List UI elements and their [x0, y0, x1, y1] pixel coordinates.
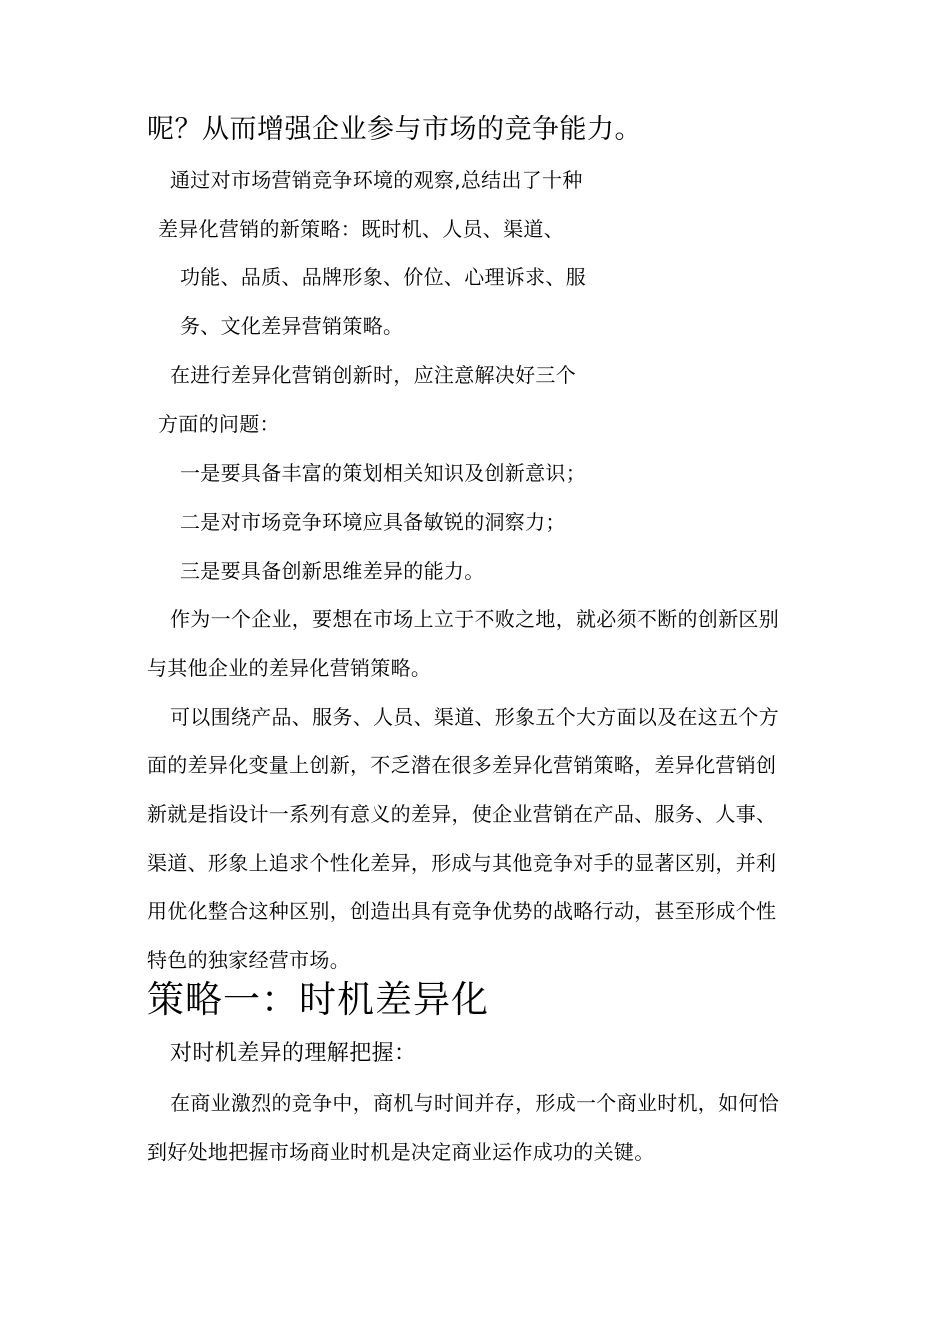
list-item: 二是对市场竞争环境应具备敏锐的洞察力； — [180, 510, 566, 534]
paragraph-line: 新就是指设计一系列有意义的差异，使企业营销在产品、服务、人事、 — [147, 802, 777, 826]
list-item: 三是要具备创新思维差异的能力。 — [180, 559, 485, 583]
paragraph-line: 与其他企业的差异化营销策略。 — [147, 656, 432, 680]
paragraph-line: 在商业激烈的竞争中，商机与时间并存，形成一个商业时机，如何恰 — [170, 1091, 779, 1115]
paragraph-line: 面的差异化变量上创新，不乏潜在很多差异化营销策略，差异化营销创 — [147, 753, 777, 777]
paragraph-line: 特色的独家经营市场。 — [147, 948, 350, 972]
paragraph-line: 功能、品质、品牌形象、价位、心理诉求、服 — [180, 265, 586, 289]
paragraph-line: 呢？从而增强企业参与市场的竞争能力。 — [147, 114, 642, 145]
paragraph-line: 渠道、形象上追求个性化差异，形成与其他竞争对手的显著区别，并利 — [147, 851, 777, 875]
paragraph-line: 到好处地把握市场商业时机是决定商业运作成功的关键。 — [147, 1140, 655, 1164]
list-item: 一是要具备丰富的策划相关知识及创新意识； — [180, 461, 586, 485]
paragraph-line: 差异化营销的新策略：既时机、人员、渠道、 — [158, 217, 564, 241]
section-subheading: 对时机差异的理解把握： — [170, 1041, 417, 1066]
paragraph-line: 用优化整合这种区别，创造出具有竞争优势的战略行动，甚至形成个性 — [147, 899, 777, 923]
section-heading: 策略一：时机差异化 — [147, 978, 489, 1021]
paragraph-line: 作为一个企业，要想在市场上立于不败之地，就必须不断的创新区别 — [170, 607, 779, 631]
paragraph-line: 在进行差异化营销创新时，应注意解决好三个 — [170, 363, 576, 387]
paragraph-line: 通过对市场营销竞争环境的观察,总结出了十种 — [170, 168, 583, 192]
paragraph-line: 可以围绕产品、服务、人员、渠道、形象五个大方面以及在这五个方 — [170, 705, 779, 729]
paragraph-line: 方面的问题： — [158, 412, 280, 436]
paragraph-line: 务、文化差异营销策略。 — [180, 314, 404, 338]
